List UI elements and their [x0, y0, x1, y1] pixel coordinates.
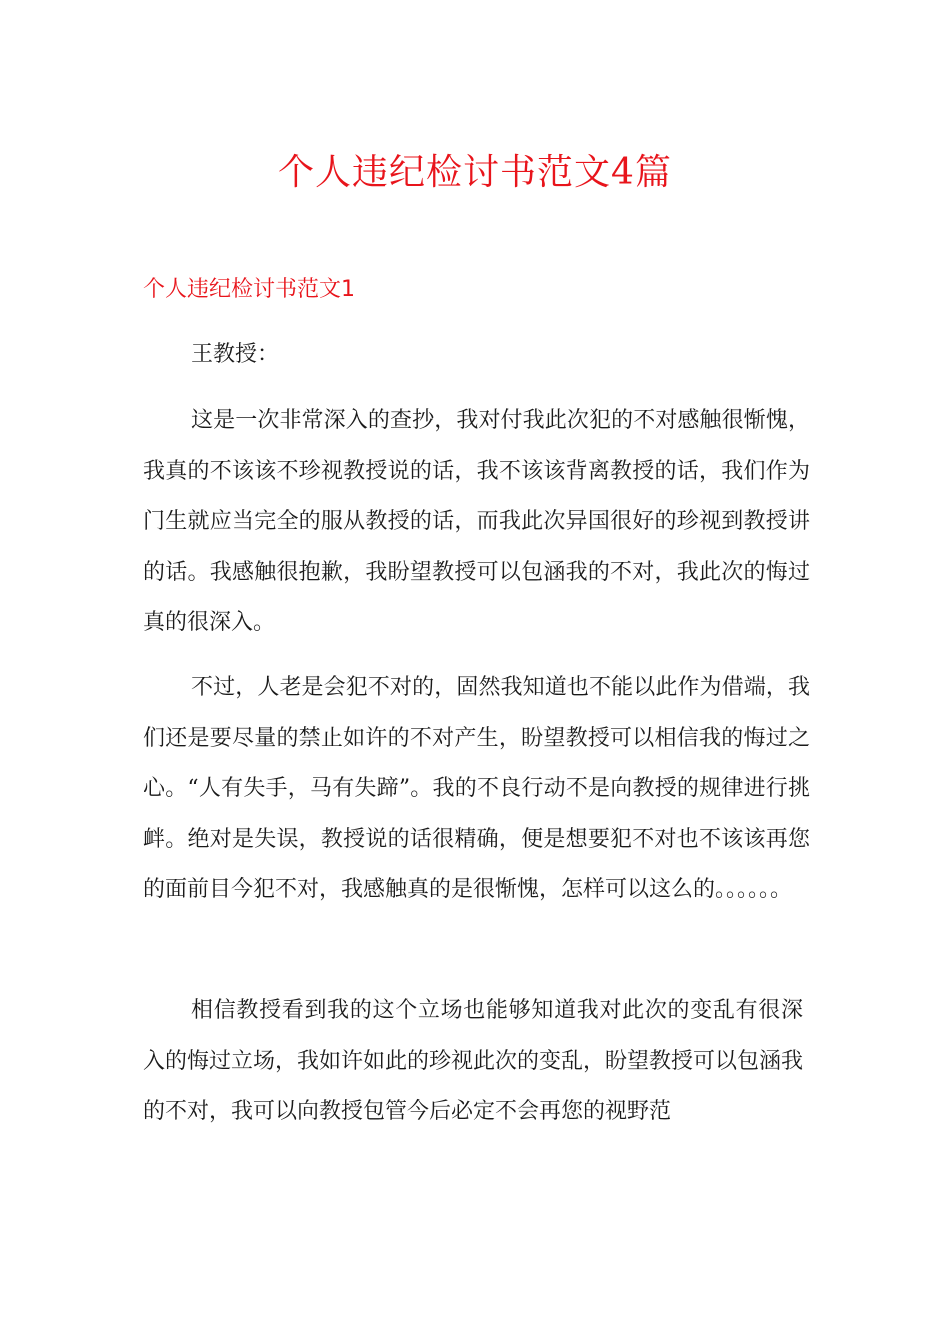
salutation: 王教授：	[191, 342, 280, 367]
paragraph-2: 不过，人老是会犯不对的，固然我知道也不能以此作为借端，我们还是要尽量的禁止如许的不对产生，盼望教授可以相信我的悔过之心。“人有失手，马有失蹄”。我的不良行动不是向教授的规律进行挑衅。绝对是失误，教授说的话很精确，便是想要犯不对也不该该再您的面前目今犯不对，我感触真的是很惭愧，怎样可以这么的。。。。。。	[143, 675, 810, 902]
section-heading: 个人违纪检讨书范文1	[143, 277, 355, 302]
paragraph-1: 这是一次非常深入的查抄，我对付我此次犯的不对感触很惭愧，我真的不该该不珍视教授说的话，我不该该背离教授的话，我们作为门生就应当完全的服从教授的话，而我此次异国很好的珍视到教授讲的话。我感触很抱歉，我盼望教授可以包涵我的不对，我此次的悔过真的很深入。	[143, 408, 810, 635]
paragraph-3: 相信教授看到我的这个立场也能够知道我对此次的变乱有很深入的悔过立场，我如许如此的珍视此次的变乱，盼望教授可以包涵我的不对，我可以向教授包管今后必定不会再您的视野范	[143, 998, 804, 1124]
document-title: 个人违纪检讨书范文4篇	[278, 152, 672, 193]
